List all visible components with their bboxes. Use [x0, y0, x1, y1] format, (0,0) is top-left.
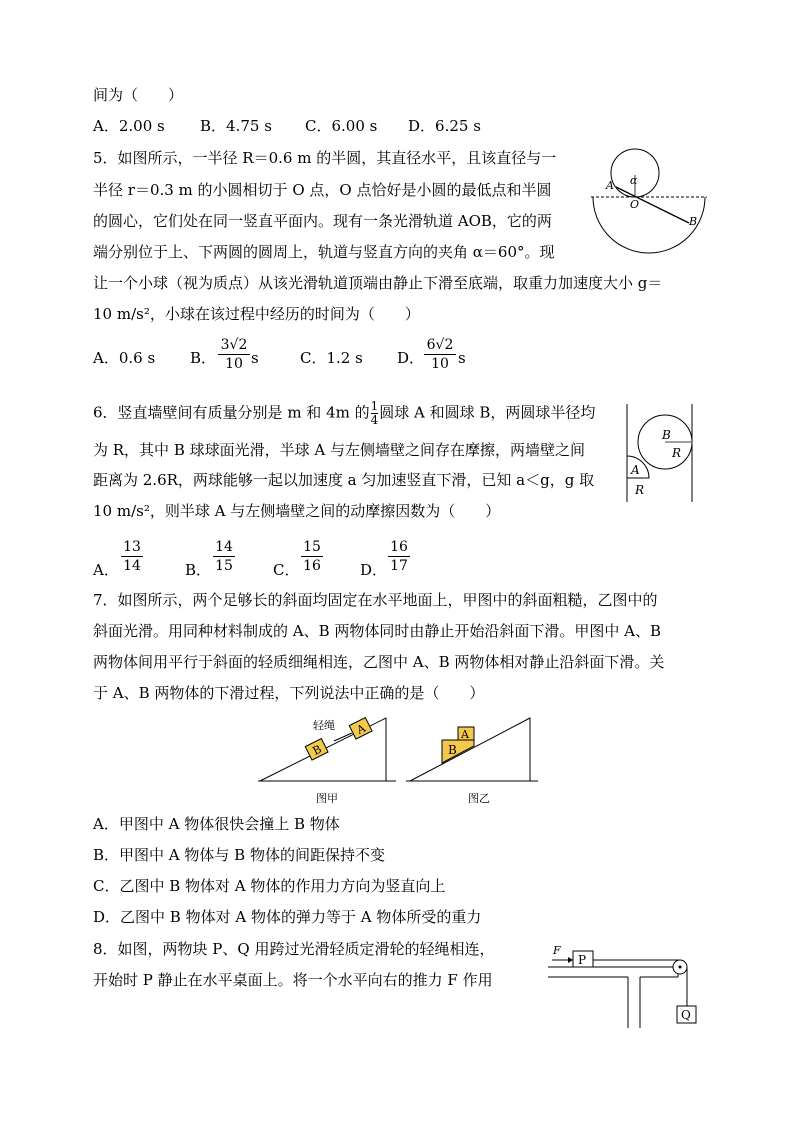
frac-den: 15: [213, 556, 235, 575]
block-b-jia-label: B: [310, 742, 324, 758]
q4-option-a: A．2.00 s: [93, 117, 165, 135]
q8-line-1: 8．如图，两物块 P、Q 用跨过光滑轻质定滑轮的轻绳相连，: [93, 940, 495, 958]
opt-letter: C．: [273, 561, 300, 579]
q6-figure: [625, 404, 695, 502]
q7-line-3: 两物体间用平行于斜面的轻质细绳相连，乙图中 A、B 两物体相对静止沿斜面下滑。关: [93, 653, 665, 671]
q5-option-d-unit: s: [458, 349, 466, 367]
point-o-label: O: [630, 198, 640, 211]
quarter-num: 1: [370, 399, 379, 413]
point-a-label: A: [606, 179, 614, 192]
opt-fraction: [121, 538, 143, 575]
block-q-label: Q: [681, 1008, 691, 1022]
q5-option-d-letter: D．: [397, 349, 425, 367]
opt-letter: B．: [185, 561, 212, 579]
caption-yi: 图乙: [468, 792, 490, 805]
q7-option-c: C．乙图中 B 物体对 A 物体的作用力方向为竖直向上: [93, 877, 446, 895]
pulley-axle: [679, 966, 682, 969]
rope-label: 轻绳: [313, 719, 335, 732]
q5-option-d-fraction: [424, 336, 456, 373]
q6-quarter-fraction: [371, 400, 379, 427]
q6-line-4: 10 m/s²，则半球 A 与左侧墙壁之间的动摩擦因数为（ ）: [93, 502, 501, 520]
block-a-yi-label: A: [461, 728, 469, 741]
q5-line-1: 5．如图所示，一半径 R＝0.6 m 的半圆，其直径水平，且该直径与一: [93, 149, 557, 167]
opt-letter: D．: [360, 561, 388, 579]
q5-option-b-fraction: [218, 336, 250, 373]
block-a-jia-label: A: [354, 721, 368, 737]
q5-line-5: 让一个小球（视为质点）从该光滑轨道顶端由静止下滑至底端，取重力加速度大小 g＝: [93, 274, 663, 292]
q5-figure: [585, 145, 710, 260]
q7-line-1: 7．如图所示，两个足够长的斜面均固定在水平地面上，甲图中的斜面粗糙，乙图中的: [93, 591, 658, 609]
q4-tail: 间为（ ）: [93, 86, 184, 104]
q7-option-a: A．甲图中 A 物体很快会撞上 B 物体: [93, 815, 340, 833]
frac-num: 15: [303, 539, 321, 555]
block-b-yi-label: B: [448, 743, 457, 757]
force-f-label: F: [553, 944, 561, 957]
ball-b-radius-label: R: [672, 446, 682, 460]
q4-option-d: D．6.25 s: [408, 117, 481, 135]
q5-option-c: C．1.2 s: [300, 349, 363, 367]
block-b-yi: [442, 740, 474, 763]
q5-line-3: 的圆心，它们处在同一竖直平面内。现有一条光滑轨道 AOB，它的两: [93, 212, 552, 230]
q5-option-b-unit: s: [251, 349, 259, 367]
point-b-label: B: [689, 215, 698, 228]
ball-b-label: B: [662, 428, 671, 442]
frac-den: 14: [121, 556, 143, 575]
block-p-label: P: [578, 953, 587, 967]
q6-line-1-pre: 6．竖直墙壁间有质量分别是 m 和 4m 的: [93, 403, 370, 422]
alpha-label: α: [630, 174, 638, 187]
frac-num: 16: [390, 539, 408, 555]
hemisphere-a-radius-label: R: [635, 483, 645, 497]
q5-option-b-letter: B．: [190, 349, 217, 367]
caption-jia: 图甲: [316, 792, 338, 805]
q4-option-c: C．6.00 s: [305, 117, 378, 135]
q6-line-2: 为 R，其中 B 球球面光滑，半球 A 与左侧墙壁之间存在摩擦，两墙壁之间: [93, 441, 585, 459]
q7-option-d: D．乙图中 B 物体对 A 物体的弹力等于 A 物体所受的重力: [93, 908, 482, 926]
q6-line-1: [93, 400, 595, 427]
frac-den: 10: [424, 354, 456, 373]
q5-line-2: 半径 r＝0.3 m 的小圆相切于 O 点，O 点恰好是小圆的最低点和半圆: [93, 181, 552, 199]
force-f-arrowhead: [568, 957, 573, 963]
frac-den: 16: [301, 556, 323, 575]
q6-line-3: 距离为 2.6R，两球能够一起以加速度 a 匀加速竖直下滑，已知 a＜g，g 取: [93, 471, 595, 489]
opt-letter: A．: [93, 561, 119, 579]
frac-den: 17: [388, 556, 410, 575]
quarter-den: 4: [370, 413, 379, 427]
opt-fraction: [213, 538, 235, 575]
frac-num: 3√2: [220, 337, 248, 353]
q8-line-2: 开始时 P 静止在水平桌面上。将一个水平向右的推力 F 作用: [93, 971, 493, 989]
track-aob: [616, 187, 689, 223]
q8-figure: [548, 938, 703, 1030]
q5-line-4: 端分别位于上、下两圆的圆周上，轨道与竖直方向的夹角 α＝60°。现: [93, 243, 555, 261]
opt-fraction: [388, 538, 410, 575]
q5-line-6: 10 m/s²，小球在该过程中经历的时间为（ ）: [93, 305, 420, 323]
frac-num: 13: [123, 539, 141, 555]
frac-num: 6√2: [426, 337, 454, 353]
q7-option-b: B．甲图中 A 物体与 B 物体的间距保持不变: [93, 846, 385, 864]
q5-option-a: A．0.6 s: [93, 349, 156, 367]
hemisphere-a-label: A: [631, 463, 640, 477]
q6-line-1-post: 圆球 A 和圆球 B，两圆球半径均: [379, 403, 596, 422]
q7-line-4: 于 A、B 两物体的下滑过程，下列说法中正确的是（ ）: [93, 684, 485, 702]
frac-den: 10: [218, 354, 250, 373]
frac-num: 14: [215, 539, 233, 555]
q4-option-b: B．4.75 s: [200, 117, 272, 135]
opt-fraction: [301, 538, 323, 575]
q7-figure: [258, 712, 538, 807]
q7-line-2: 斜面光滑。用同种材料制成的 A、B 两物体同时由静止开始沿斜面下滑。甲图中 A、B: [93, 622, 662, 640]
